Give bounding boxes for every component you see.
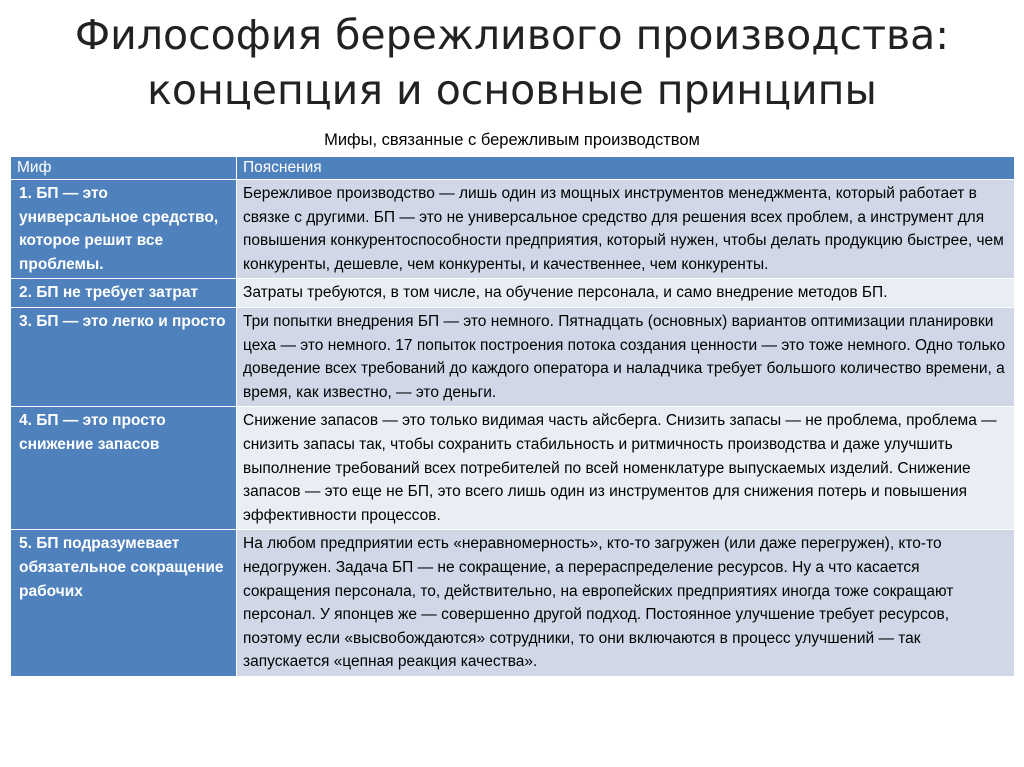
myth-cell: 2. БП не требует затрат — [11, 279, 237, 308]
explanation-cell: Снижение запасов — это только видимая часть айсберга. Снизить запасы — не проблема, проблема — снизить запасы так, чтобы сохранить стабильность и ритмичность производства и даже улучшить выполнение требований всех потребителей по всей номенклатуре выпускаемых изделий. Снижение запасов — это еще не БП, это всего лишь один из инструментов для снижения потерь и повышения эффективности процессов. — [237, 407, 1015, 530]
explanation-cell: Бережливое производство — лишь один из мощных инструментов менеджмента, который работает в связке с другими. БП — это не универсальное средство для решения всех проблем, а инструмент для повышения конкурентоспособности предприятия, который нужен, чтобы делать продукцию быстрее, чем конкуренты, дешевле, чем конкуренты, и качественнее, чем конкуренты. — [237, 180, 1015, 279]
explanation-cell: Три попытки внедрения БП — это немного. Пятнадцать (основных) вариантов оптимизации планировки цеха — это немного. 17 попыток построения потока создания ценности — это тоже немного. Одно только доведение всех требований до каждого оператора и наладчика требует большого количество времени, а время, как известно, — это деньги. — [237, 307, 1015, 406]
myth-cell: 4. БП — это просто снижение запасов — [11, 407, 237, 530]
myth-cell: 1. БП — это универсальное средство, которое решит все проблемы. — [11, 180, 237, 279]
table-row — [11, 307, 1015, 406]
slide-title-line1: Философия бережливого производства: — [74, 11, 950, 59]
myth-cell: 5. БП подразумевает обязательное сокращение рабочих — [11, 530, 237, 677]
table-header-row — [11, 157, 1015, 180]
slide-title-line2: концепция и основные принципы — [147, 66, 877, 114]
explanation-cell: Затраты требуются, в том числе, на обучение персонала, и само внедрение методов БП. — [237, 279, 1015, 308]
slide-title — [0, 8, 1024, 118]
explanation-cell: На любом предприятии есть «неравномерность», кто-то загружен (или даже перегружен), кто-то недогружен. Задача БП — не сокращение, а перераспределение ресурсов. Ну а что касается сокращения персонала, то, действительно, на европейских предприятиях иногда тоже сокращают персонал. У японцев же — совершенно другой подход. Постоянное улучшение требует ресурсов, поэтому если «высвобождаются» сотрудники, то они включаются в процесс улучшений — так запускается «цепная реакция качества». — [237, 530, 1015, 677]
column-header-myth: Миф — [11, 157, 237, 180]
myths-table — [10, 156, 1015, 677]
table-row — [11, 530, 1015, 677]
table-caption: Мифы, связанные с бережливым производством — [324, 131, 700, 149]
table-row — [11, 279, 1015, 308]
myth-cell: 3. БП — это легко и просто — [11, 307, 237, 406]
column-header-explanation: Пояснения — [237, 157, 1015, 180]
table-row — [11, 407, 1015, 530]
table-row — [11, 180, 1015, 279]
